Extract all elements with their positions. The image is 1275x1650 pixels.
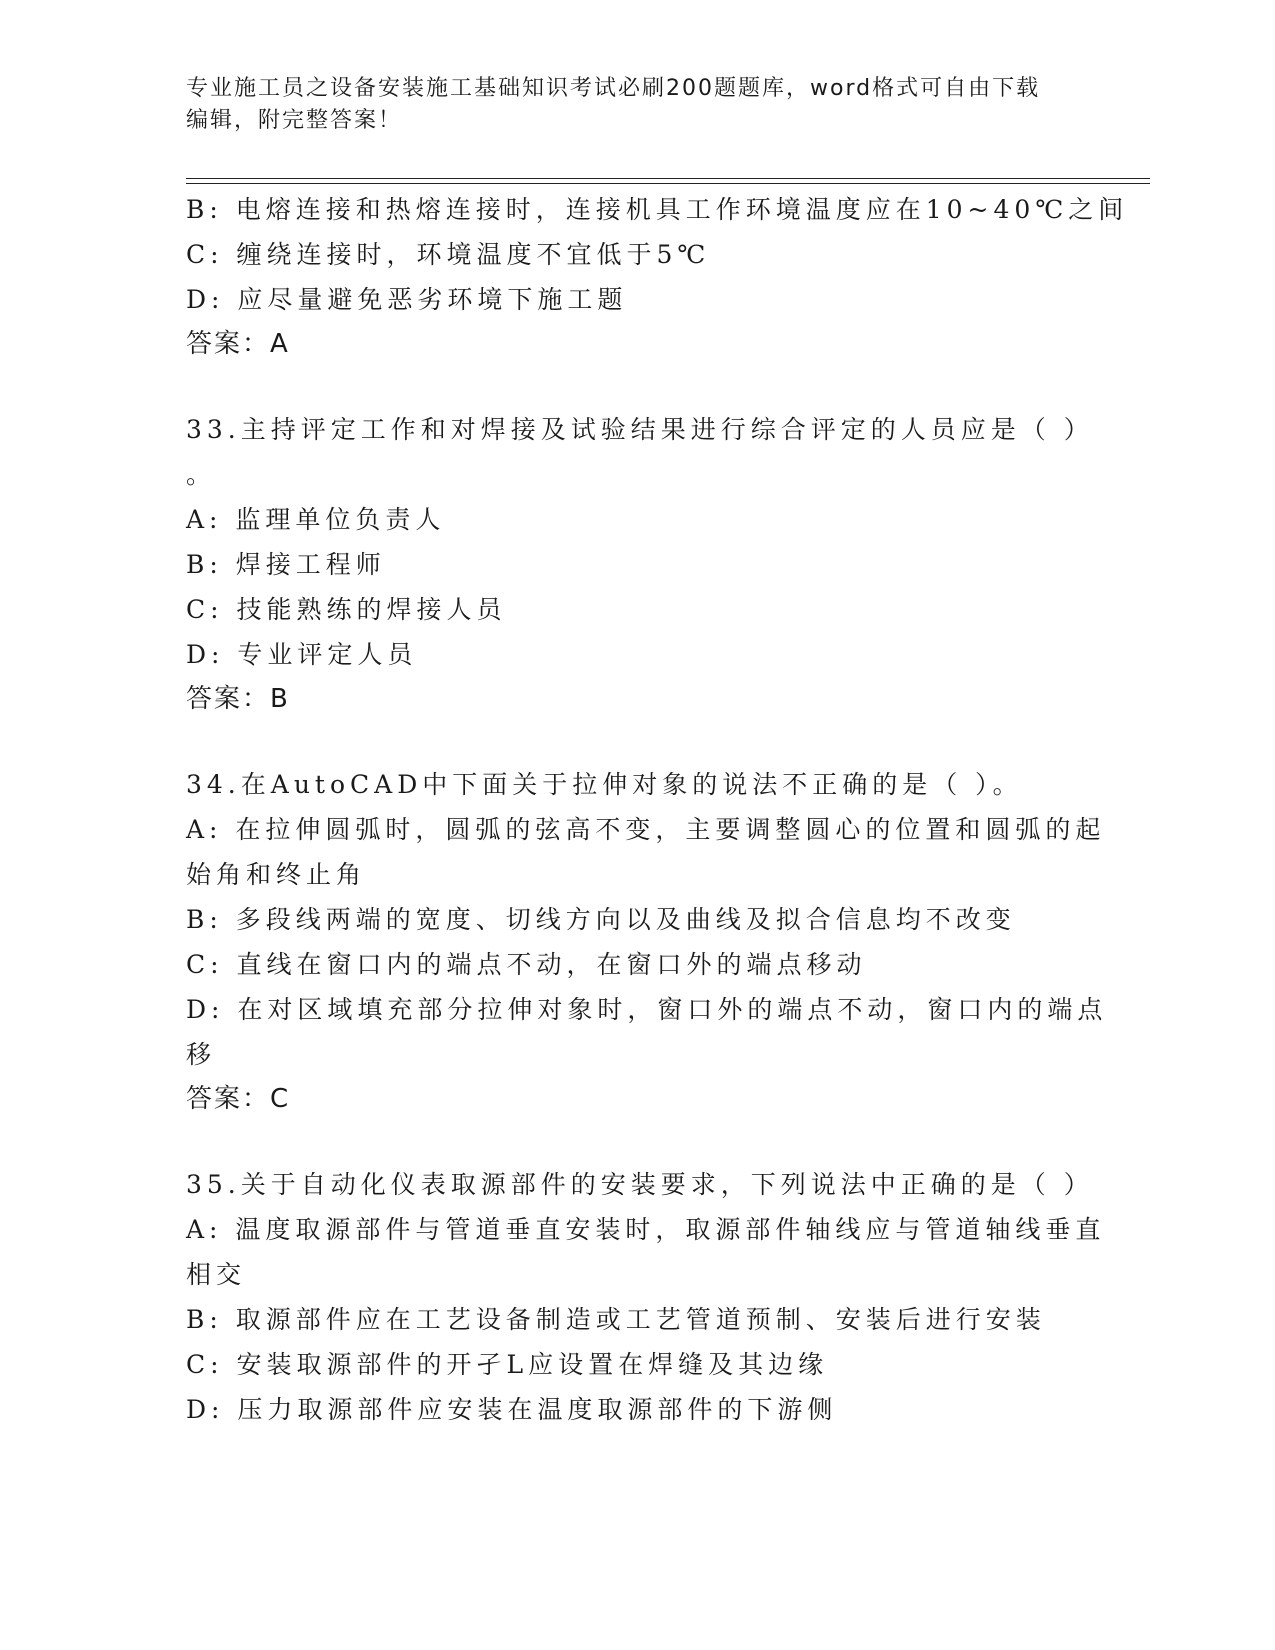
option-b: B: 多段线两端的宽度、切线方向以及曲线及拟合信息均不改变 — [186, 905, 1016, 934]
option-a-continued: 始角和终止角 — [186, 860, 367, 889]
option-d: D: 专业评定人员 — [186, 640, 418, 669]
question-33 — [186, 407, 1094, 722]
option-c: C: 缠绕连接时，环境温度不宜低于5℃ — [186, 240, 711, 269]
option-b: B: 焊接工程师 — [186, 550, 386, 579]
option-d: D: 在对区域填充部分拉伸对象时，窗口外的端点不动，窗口内的端点 — [186, 995, 1108, 1024]
question-stem: 35.关于自动化仪表取源部件的安装要求，下列说法中正确的是（ ） — [186, 1170, 1094, 1199]
option-c: C: 技能熟练的焊接人员 — [186, 595, 507, 624]
answer: 答案：B — [186, 684, 290, 714]
option-a: A: 在拉伸圆弧时，圆弧的弦高不变，主要调整圆心的位置和圆弧的起 — [186, 815, 1106, 844]
header-divider-bottom — [186, 183, 1150, 184]
option-d: D: 压力取源部件应安装在温度取源部件的下游侧 — [186, 1395, 838, 1424]
spacer — [186, 367, 1086, 407]
question-list — [186, 187, 1129, 1432]
option-d-continued: 移 — [186, 1040, 217, 1069]
document-header — [186, 73, 1066, 137]
option-c: C: 安装取源部件的开孑L应设置在焊缝及其边缘 — [186, 1350, 829, 1379]
option-c: C: 直线在窗口内的端点不动，在窗口外的端点移动 — [186, 950, 867, 979]
question-34 — [186, 762, 1108, 1122]
question-stem: 34.在AutoCAD中下面关于拉伸对象的说法不正确的是（ ）。 — [186, 770, 1023, 799]
answer: 答案：A — [186, 329, 290, 359]
option-b: B: 电熔连接和热熔连接时，连接机具工作环境温度应在10~40℃之间 — [186, 195, 1129, 224]
option-b: B: 取源部件应在工艺设备制造或工艺管道预制、安装后进行安装 — [186, 1305, 1046, 1334]
question-stem: 33.主持评定工作和对焊接及试验结果进行综合评定的人员应是（ ） — [186, 415, 1094, 444]
option-d: D: 应尽量避免恶劣环境下施工题 — [186, 285, 628, 314]
answer: 答案：C — [186, 1084, 291, 1114]
spacer — [186, 722, 1086, 762]
option-a-continued: 相交 — [186, 1260, 247, 1289]
question-32-continued — [186, 187, 1129, 367]
question-stem-continued: 。 — [186, 460, 217, 489]
header-title-line1: 专业施工员之设备安装施工基础知识考试必刷200题题库，word格式可自由下载 — [186, 76, 1041, 101]
spacer — [186, 1122, 1086, 1162]
question-35 — [186, 1162, 1106, 1432]
header-divider-top — [186, 178, 1150, 179]
option-a: A: 监理单位负责人 — [186, 505, 446, 534]
option-a: A: 温度取源部件与管道垂直安装时，取源部件轴线应与管道轴线垂直 — [186, 1215, 1106, 1244]
header-title-line2: 编辑，附完整答案！ — [186, 108, 403, 133]
